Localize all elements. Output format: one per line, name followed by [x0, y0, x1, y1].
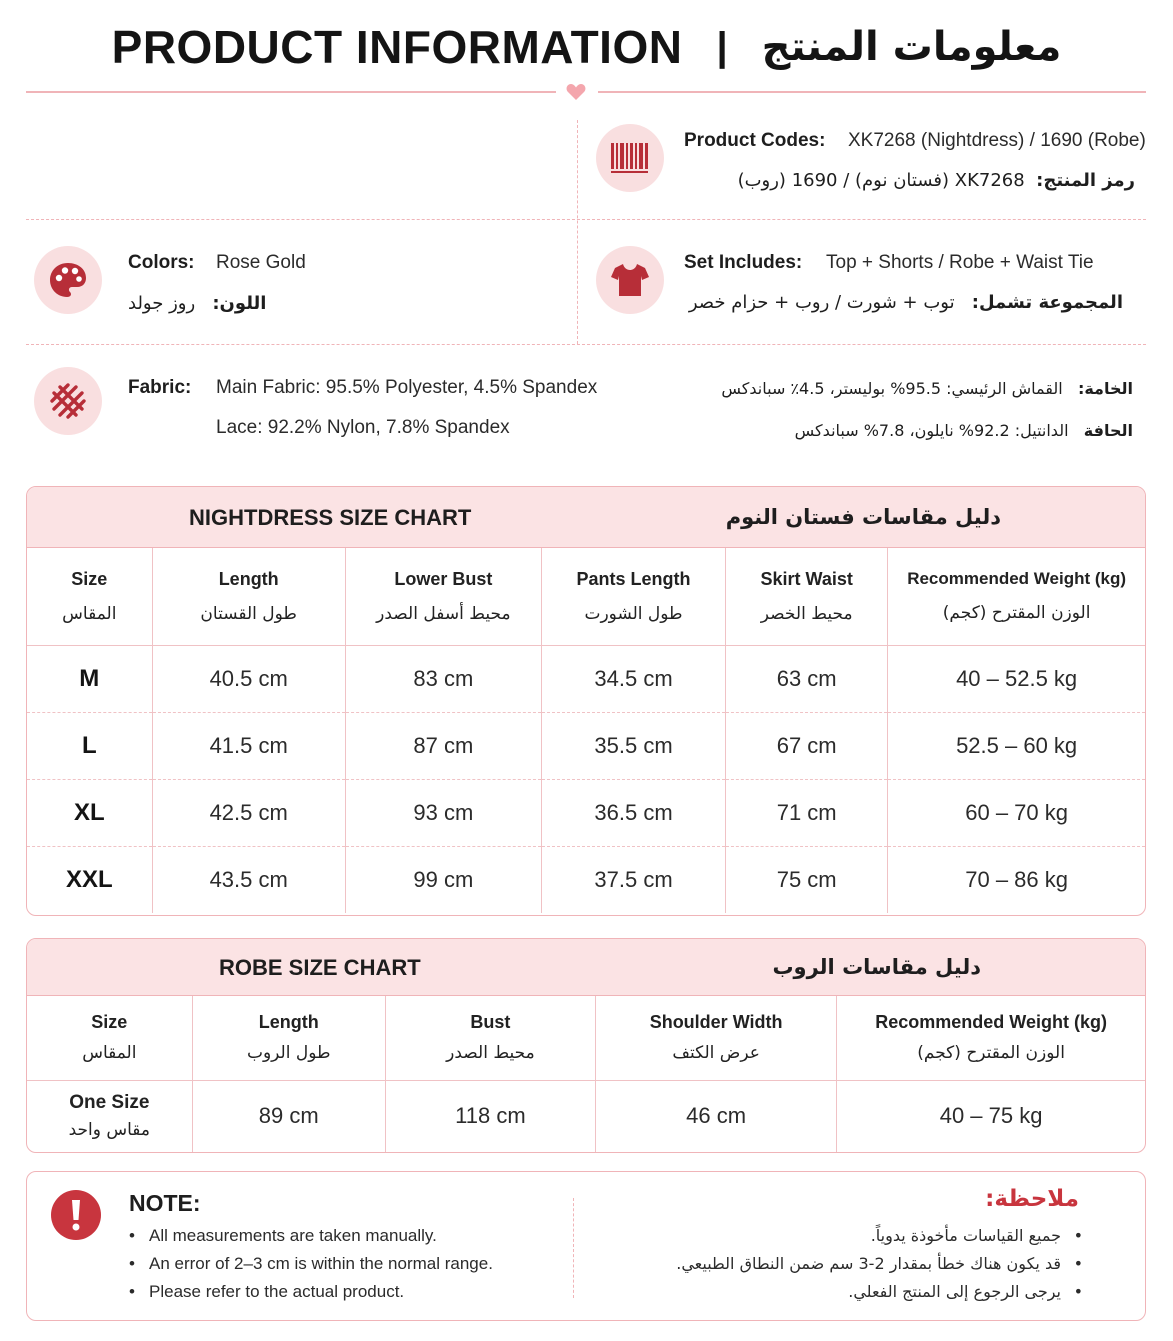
- list-item: • قد يكون هناك خطأ بمقدار 2-3 سم ضمن النطاق الطبيعي.: [676, 1250, 1083, 1278]
- table-cell: 42.5 cm: [152, 779, 345, 846]
- fabric-main-ar: [721, 379, 1133, 398]
- table-cell: 52.5 – 60 kg: [888, 712, 1145, 779]
- table-cell: 35.5 cm: [541, 712, 725, 779]
- table-cell: 71 cm: [726, 779, 888, 846]
- table-cell: 36.5 cm: [541, 779, 725, 846]
- table-cell: 70 – 86 kg: [965, 866, 1068, 892]
- fabric-main-label-ar: الخامة:: [1077, 379, 1133, 398]
- table-cell: 37.5 cm: [541, 846, 725, 913]
- header-divider-left: [26, 91, 556, 93]
- table-cell: 40.5 cm: [152, 645, 345, 712]
- table-row: [27, 1080, 1145, 1152]
- table-cell: 87 cm: [345, 712, 541, 779]
- size-cell: M: [27, 645, 152, 712]
- table-row: [27, 779, 1145, 846]
- size-cell: [27, 1080, 192, 1152]
- note-title-en: NOTE:: [129, 1190, 201, 1216]
- product-codes-label: Product Codes:: [684, 130, 826, 151]
- nightdress-chart-header: [27, 487, 1145, 548]
- set-includes-ar: [689, 292, 1123, 313]
- table-cell: 60 – 70 kg: [888, 779, 1145, 846]
- table-cell: 63 cm: [726, 645, 888, 712]
- nightdress-chart-title-en: NIGHTDRESS SIZE CHART: [189, 505, 472, 530]
- note-box: [26, 1171, 1146, 1321]
- set-includes-label-ar: المجموعة تشمل:: [971, 292, 1123, 313]
- nightdress-chart-title-ar: دليل مقاسات فستان النوم: [725, 505, 1001, 529]
- colors-value-ar: روز جولد: [128, 293, 196, 314]
- product-codes-label-ar: رمز المنتج:: [1036, 170, 1135, 191]
- robe-chart-title-ar: دليل مقاسات الروب: [772, 955, 981, 979]
- set-includes-label: Set Includes:: [684, 252, 803, 273]
- colors-value: Rose Gold: [216, 252, 306, 273]
- column-header: Recommended Weight (kg) الوزن المقترح (كجم): [888, 548, 1145, 645]
- size-cell: XL: [27, 779, 152, 846]
- table-cell: 41.5 cm: [152, 712, 345, 779]
- note-title-ar: ملاحظة:: [985, 1186, 1079, 1212]
- table-cell: 118 cm: [385, 1080, 595, 1152]
- product-codes-value-ar: XK7268 (فستان نوم) / 1690 (روب): [737, 170, 1025, 191]
- set-includes-value-ar: توب + شورت / روب + حزام خصر: [688, 292, 955, 313]
- fabric-lace-ar: [795, 421, 1133, 440]
- page-header: [0, 18, 1173, 76]
- robe-size-chart: [26, 938, 1146, 1153]
- column-header: Recommended Weight (kg) الوزن المقترح (كجم): [837, 996, 1145, 1080]
- column-header: Pants Length طول الشورت: [541, 548, 725, 645]
- table-row: [27, 645, 1145, 712]
- robe-chart-header: [27, 939, 1145, 996]
- palette-icon: [34, 246, 102, 314]
- colors-ar: [128, 293, 266, 314]
- list-item: • جميع القياسات مأخوذة يدوياً.: [676, 1222, 1083, 1250]
- table-cell: 99 cm: [345, 846, 541, 913]
- info-vertical-divider: [577, 120, 578, 344]
- list-item: • يرجى الرجوع إلى المنتج الفعلي.: [676, 1278, 1083, 1306]
- fabric-icon: [34, 367, 102, 435]
- fabric-lace-value-ar: الدانتيل: 92.2% نايلون، 7.8% سباندكس: [794, 421, 1069, 440]
- table-cell: 83 cm: [345, 645, 541, 712]
- column-header: Length طول القستان: [152, 548, 345, 645]
- note-divider: [573, 1198, 574, 1298]
- table-row: [27, 712, 1145, 779]
- column-header: Lower Bust محيط أسفل الصدر: [345, 548, 541, 645]
- fabric-main: Main Fabric: 95.5% Polyester, 4.5% Spandex: [216, 377, 598, 398]
- nightdress-size-chart: [26, 486, 1146, 916]
- info-divider-1: [26, 219, 1146, 220]
- product-codes-value: XK7268 (Nightdress) / 1690 (Robe): [848, 130, 1146, 151]
- fabric-lace: Lace: 92.2% Nylon, 7.8% Spandex: [216, 417, 510, 438]
- robe-chart-title-en: ROBE SIZE CHART: [219, 955, 421, 980]
- header-divider-right: [598, 91, 1146, 93]
- fabric-label: Fabric:: [128, 377, 192, 398]
- page-title-ar: معلومات المنتج: [761, 24, 1062, 70]
- info-divider-2: [26, 344, 1146, 345]
- page-title-en: PRODUCT INFORMATION: [111, 21, 683, 73]
- title-separator: |: [716, 24, 728, 69]
- column-header: Length طول الروب: [192, 996, 385, 1080]
- column-header: Size المقاس: [27, 548, 152, 645]
- colors-label: Colors:: [128, 252, 195, 273]
- table-cell: 40 – 52.5 kg: [888, 645, 1145, 712]
- robe-table: [27, 996, 1145, 1152]
- note-list-en: [129, 1222, 493, 1306]
- column-header: Size المقاس: [27, 996, 192, 1080]
- robe-header-row: [27, 996, 1145, 1080]
- fabric-lace-label-ar: الحافة: [1083, 421, 1133, 440]
- table-cell: 89 cm: [192, 1080, 385, 1152]
- table-cell: 46 cm: [596, 1080, 837, 1152]
- size-en: One Size: [69, 1092, 150, 1114]
- exclamation-icon: [51, 1190, 101, 1240]
- barcode-icon: [596, 124, 664, 192]
- list-item: • An error of 2–3 cm is within the normal range.: [129, 1250, 493, 1278]
- column-header: Bust محيط الصدر: [385, 996, 595, 1080]
- list-item: • Please refer to the actual product.: [129, 1278, 493, 1306]
- nightdress-table: [27, 548, 1145, 913]
- colors-label-ar: اللون:: [212, 293, 267, 314]
- set-includes-value: Top + Shorts / Robe + Waist Tie: [826, 252, 1094, 273]
- size-ar: مقاس واحد: [68, 1120, 151, 1141]
- list-item: • All measurements are taken manually.: [129, 1222, 493, 1250]
- table-cell: 67 cm: [726, 712, 888, 779]
- column-header: Shoulder Width عرض الكتف: [596, 996, 837, 1080]
- size-cell: XXL: [27, 846, 152, 913]
- table-cell: 75 cm: [726, 846, 888, 913]
- column-header: Skirt Waist محيط الخصر: [726, 548, 888, 645]
- size-cell: L: [27, 712, 152, 779]
- table-cell: 34.5 cm: [541, 645, 725, 712]
- product-codes-ar: [738, 170, 1135, 191]
- nightdress-header-row: [27, 548, 1145, 645]
- tshirt-icon: [596, 246, 664, 314]
- note-list-ar: [676, 1222, 1083, 1306]
- table-cell: 93 cm: [345, 779, 541, 846]
- table-cell: 43.5 cm: [152, 846, 345, 913]
- table-cell: 40 – 75 kg: [939, 1103, 1043, 1129]
- heart-icon: [566, 83, 586, 101]
- table-row: [27, 846, 1145, 913]
- fabric-main-value-ar: القماش الرئيسي: 95.5% بوليستر، 4.5٪ سباندكس: [721, 379, 1063, 398]
